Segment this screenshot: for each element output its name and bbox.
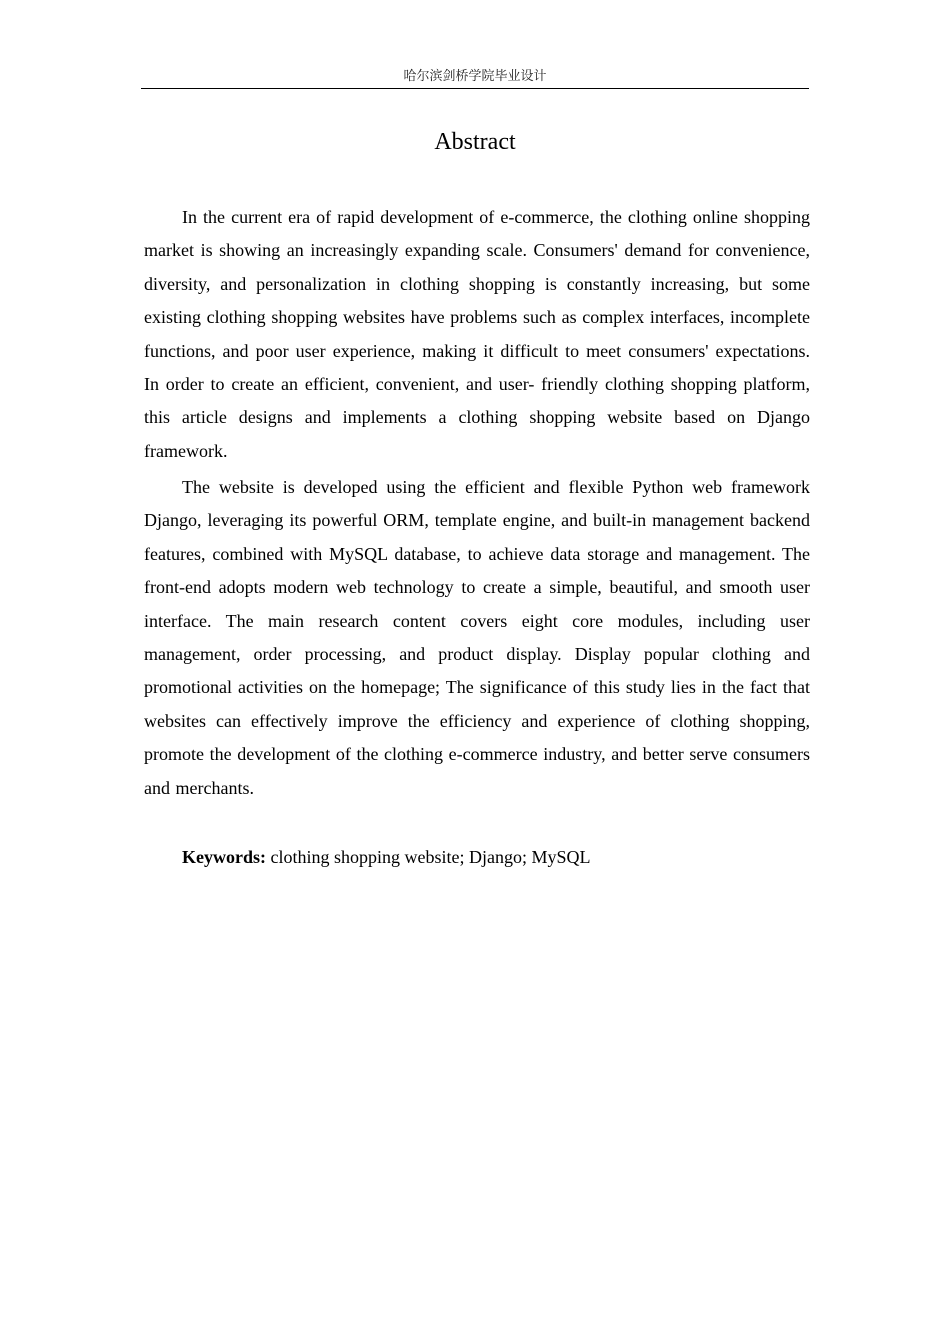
keywords-line [182,843,802,871]
abstract-title: Abstract [434,129,516,155]
keywords-value: clothing shopping website; Django; MySQL [270,847,591,867]
abstract-paragraph-2: The website is developed using the efficient and flexible Python web framework Django, leveraging its powerful ORM, template engine, and built-in management backend features, combined with MySQL database, to achieve data storage and management. The front-end adopts modern web technology to create a simple, beautiful, and smooth user interface. The main research content covers eight core modules, including user management, order processing, and product display. Display popular clothing and promotional activities on the homepage; The significance of this study lies in the fact that websites can effectively improve the efficiency and experience of clothing shopping, promote the development of the clothing e-commerce industry, and better serve consumers and merchants. [144,477,810,798]
keywords-label: Keywords: [182,847,266,867]
running-header: 哈尔滨剑桥学院毕业设计 [141,66,809,89]
abstract-paragraph-1: In the current era of rapid development of e-commerce, the clothing online shopping market is showing an increasingly expanding scale. Consumers' demand for convenience, diversity, and personalization in clothing shopping is constantly increasing, but some existing clothing shopping websites have problems such as complex interfaces, incomplete functions, and poor user experience, making it difficult to meet consumers' expectations. In order to create an efficient, convenient, and user- friendly clothing shopping platform, this article designs and implements a clothing shopping website based on Django framework. [144,207,810,461]
